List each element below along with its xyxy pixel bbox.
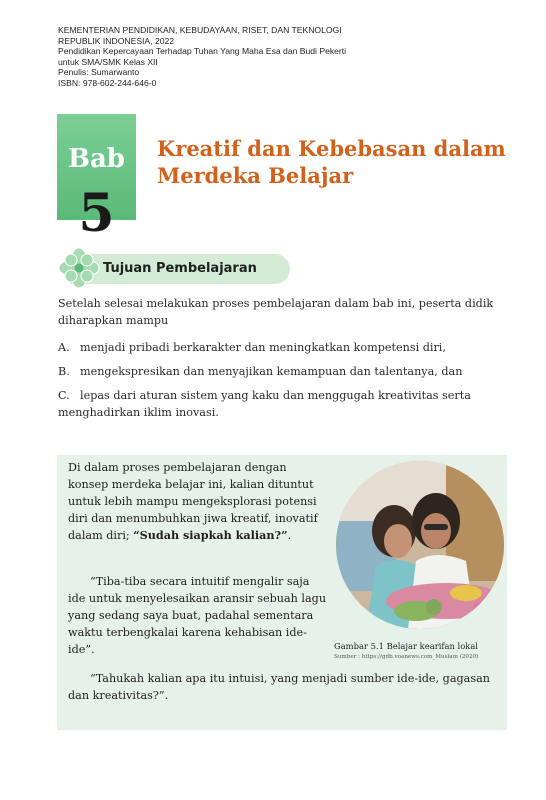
objective-text: menjadi pribadi berkarakter dan meningkatkan kompetensi diri, <box>80 341 446 354</box>
flower-icon <box>58 248 100 288</box>
book-title-line2: untuk SMA/SMK Kelas XII <box>58 56 158 67</box>
objective-item <box>58 363 506 380</box>
author: Penulis: Sumarwanto <box>58 67 140 78</box>
objective-marker: A. <box>58 341 70 354</box>
chapter-title-line1: Kreatif dan Kebebasan dalam <box>157 136 506 161</box>
republic-year: REPUBLIK INDONESIA, 2022 <box>58 35 175 46</box>
objectives-intro: Setelah selesai melakukan proses pembelajaran dalam bab ini, peserta didik diharapkan mampu <box>58 297 494 327</box>
chapter-title-line2: Merdeka Belajar <box>157 163 354 188</box>
reflection-quote <box>68 573 330 658</box>
objective-marker: C. <box>58 389 70 402</box>
objective-marker: B. <box>58 365 70 378</box>
figure-caption: Gambar 5.1 Belajar kearifan lokal <box>334 641 478 651</box>
reflection-question: “Sudah siapkah kalian?” <box>133 528 288 542</box>
objectives-heading: Tujuan Pembelajaran <box>103 261 257 276</box>
objective-item <box>58 339 506 356</box>
objective-item <box>58 387 506 421</box>
learning-photo <box>336 461 504 629</box>
reflection-text: Di dalam proses pembelajaran dengan konsep merdeka belajar ini, kalian dituntut untuk lebih mampu mengeksplorasi potensi diri dan menumbuhkan jiwa kreatif, inovatif dalam diri; <box>68 461 318 542</box>
quote-text: “Tiba-tiba secara intuitif mengalir saja ide untuk menyelesaikan aransir sebuah lagu yang sedang saya buat, padahal sementara waktu terbengkalai karena kehabisan ide-ide”. <box>68 575 327 656</box>
chapter-number: 5 <box>78 183 115 244</box>
ministry-name: KEMENTERIAN PENDIDIKAN, KEBUDAYAAN, RISET, DAN TEKNOLOGI <box>58 25 342 35</box>
isbn: ISBN: 978-602-244-646-0 <box>58 77 157 88</box>
reflection-paragraph-1 <box>68 459 330 544</box>
book-title-line1: Pendidikan Kepercayaan Terhadap Tuhan Yang Maha Esa dan Budi Pekerti <box>58 46 347 57</box>
figure-source: Sumber : https://gdb.voanews.com_Muslam (2020) <box>334 654 479 660</box>
chapter-label: Bab <box>67 144 125 174</box>
objective-text: lepas dari aturan sistem yang kaku dan menggugah kreativitas serta menghadirkan iklim inovasi. <box>58 389 471 419</box>
closing-question: “Tahukah kalian apa itu intuisi, yang menjadi sumber ide-ide, gagasan dan kreativitas?”. <box>68 672 490 702</box>
book-metadata <box>58 25 498 89</box>
reflection-paragraph-3 <box>68 670 496 704</box>
chapter-title <box>157 135 517 189</box>
reflection-end: . <box>287 529 292 542</box>
objective-text: mengekspresikan dan menyajikan kemampuan dan talentanya, dan <box>80 365 463 378</box>
